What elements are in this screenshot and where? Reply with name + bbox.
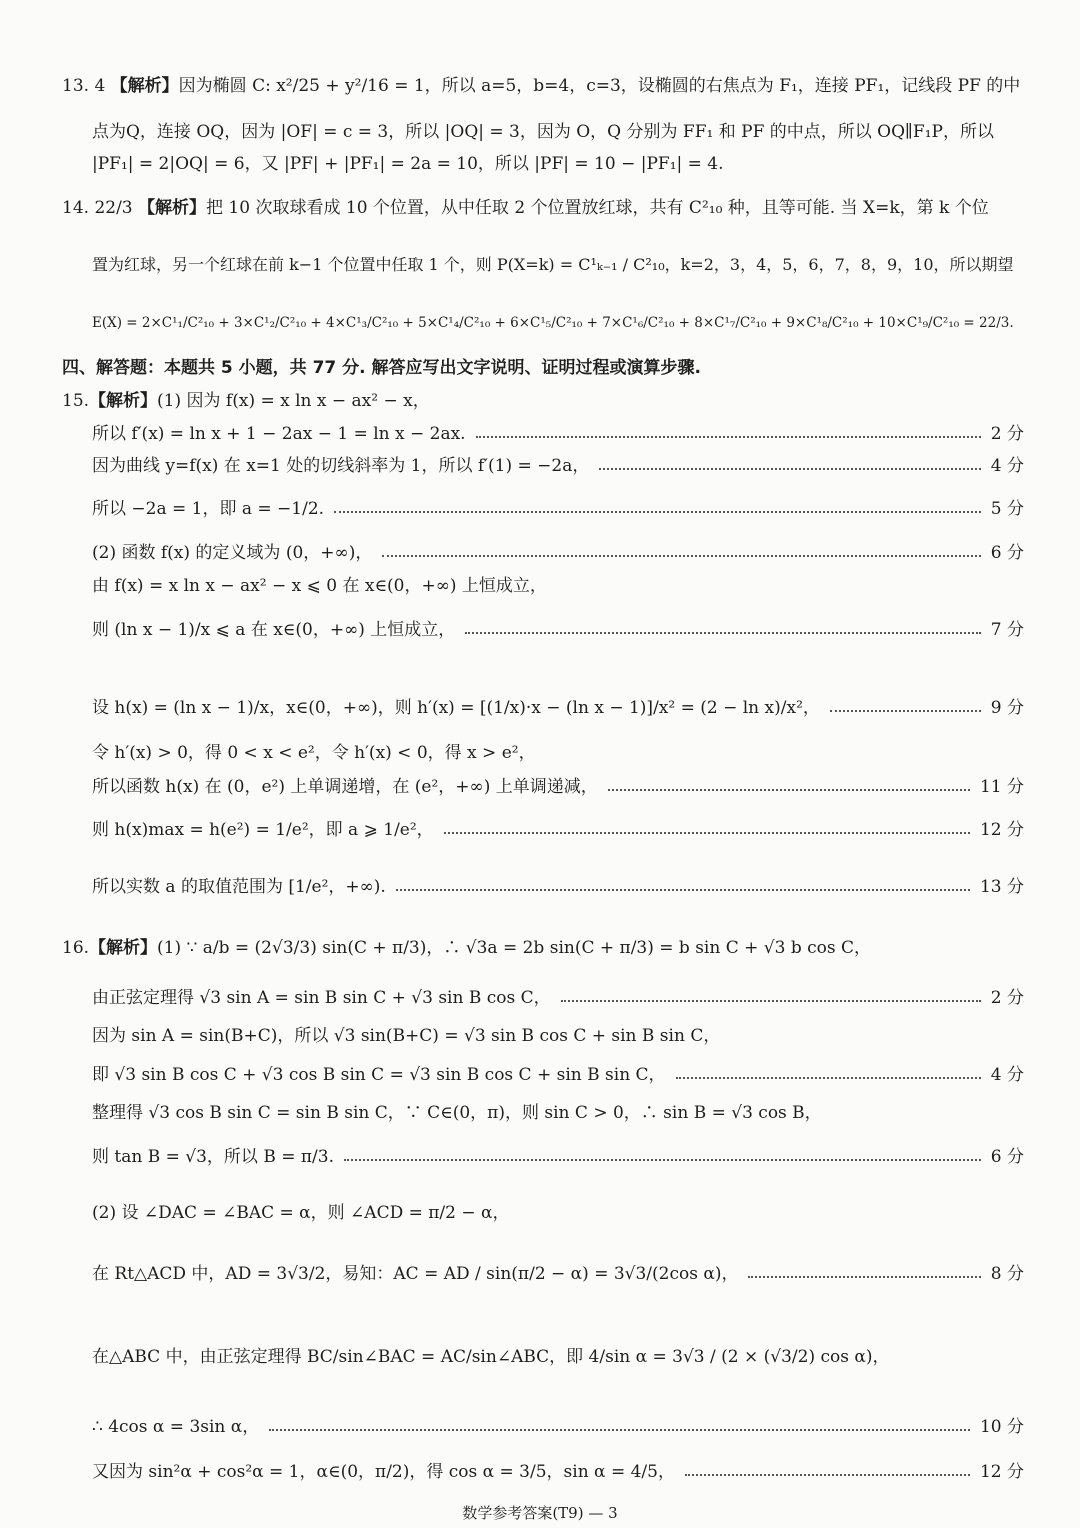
q14-number: 14. 22/3 (62, 198, 133, 218)
leader-dots (334, 511, 981, 513)
q15-step (92, 451, 1024, 481)
q16-step-text: 由正弦定理得 √3 sin A = sin B sin C + √3 sin B cos C， (92, 988, 551, 1008)
leader-dots (476, 436, 981, 438)
score-points: 4 分 (990, 456, 1024, 476)
q16-step-text: 在 Rt△ACD 中，AD = 3√3/2，易知：AC = AD / sin(π/2 − α) = 3√3/(2cos α)， (92, 1264, 739, 1284)
q15-step-text: (2) 函数 f(x) 的定义域为 (0，+∞)， (92, 543, 373, 563)
leader-dots (685, 1474, 970, 1476)
q15-number: 15. (62, 391, 90, 411)
q15-step-text: 所以 f′(x) = ln x + 1 − 2ax − 1 = ln x − 2ax. (92, 424, 466, 444)
q14-text-3: E(X) = 2×C¹₁/C²₁₀ + 3×C¹₂/C²₁₀ + 4×C¹₃/C²₁₀ + 5×C¹₄/C²₁₀ + 6×C¹₅/C²₁₀ + 7×C¹₆/C²₁₀ + 8×C¹₇/C²₁₀ + 9×C¹₈/C²₁₀ + 10×C¹₉/C²₁₀ = 22/3. (92, 315, 1014, 331)
q16-step-text: 在△ABC 中，由正弦定理得 BC/sin∠BAC = AC/sin∠ABC，即 4/sin α = 3√3 / (2 × (√3/2) cos α)， (92, 1347, 890, 1367)
section-4-heading: 四、解答题：本题共 5 小题，共 77 分. 解答应写出文字说明、证明过程或演算步骤. (62, 358, 701, 378)
score-points: 12 分 (979, 1462, 1024, 1482)
score-points: 9 分 (990, 698, 1024, 718)
score-points: 2 分 (990, 424, 1024, 444)
q16-step (92, 983, 1024, 1013)
q15-analysis-tag: 【解析】 (89, 391, 158, 411)
leader-dots (748, 1276, 980, 1278)
q16-step-text: 整理得 √3 cos B sin C = sin B sin C，∵ C∈(0，π)，则 sin C > 0，∴ sin B = √3 cos B， (92, 1103, 822, 1123)
leader-dots (444, 832, 970, 834)
leader-dots (382, 555, 980, 557)
q16-step-text: ∴ 4cos α = 3sin α， (92, 1417, 260, 1437)
q16-step (92, 1457, 1024, 1487)
score-points: 12 分 (979, 820, 1024, 840)
page-footer: 数学参考答案(T9) — 3 (462, 1504, 618, 1522)
q15-step-text: 因为曲线 y=f(x) 在 x=1 处的切线斜率为 1，所以 f′(1) = −2a， (92, 456, 590, 476)
score-points: 8 分 (990, 1264, 1024, 1284)
leader-dots (344, 1159, 981, 1161)
q15-step (92, 693, 1024, 723)
q15-step (92, 419, 1024, 449)
q16-step (92, 1060, 1024, 1090)
q16-step-text: 因为 sin A = sin(B+C)，所以 √3 sin(B+C) = √3 sin B cos C + sin B sin C， (92, 1026, 721, 1046)
leader-dots (561, 1000, 981, 1002)
q15-step-text: 所以 −2a = 1，即 a = −1/2. (92, 499, 325, 519)
q13-line-1 (62, 71, 1024, 101)
leader-dots (676, 1077, 981, 1079)
q14-line-1 (62, 193, 1024, 223)
q15-text-0: (1) 因为 f(x) = x ln x − ax² − x， (157, 391, 430, 411)
q16-analysis-tag: 【解析】 (89, 938, 158, 958)
score-points: 6 分 (990, 1147, 1024, 1167)
leader-dots (599, 468, 980, 470)
leader-dots (269, 1429, 970, 1431)
score-points: 6 分 (990, 543, 1024, 563)
leader-dots (396, 889, 970, 891)
q16-step-text: 即 √3 sin B cos C + √3 cos B sin C = √3 sin B cos C + sin B sin C， (92, 1065, 666, 1085)
q15-step (92, 815, 1024, 845)
q15-step (92, 494, 1024, 524)
score-points: 10 分 (979, 1417, 1024, 1437)
q16-step (92, 1142, 1024, 1172)
q15-step-text: 所以实数 a 的取值范围为 [1/e²，+∞). (92, 877, 386, 897)
q13-text-1: 因为椭圆 C: x²/25 + y²/16 = 1，所以 a=5，b=4，c=3，设椭圆的右焦点为 F₁，连接 PF₁，记线段 PF 的中 (178, 76, 1021, 96)
q15-step (92, 872, 1024, 902)
leader-dots (608, 789, 970, 791)
q15-step-text: 令 h′(x) > 0，得 0 < x < e²，令 h′(x) < 0，得 x > e²， (92, 743, 536, 763)
q16-step-text: (2) 设 ∠DAC = ∠BAC = α，则 ∠ACD = π/2 − α， (92, 1203, 510, 1223)
q13-number: 13. 4 (62, 76, 106, 96)
score-points: 4 分 (990, 1065, 1024, 1085)
score-points: 7 分 (990, 620, 1024, 640)
q16-step-text: 则 tan B = √3，所以 B = π/3. (92, 1147, 334, 1167)
q16-step-text: 又因为 sin²α + cos²α = 1，α∈(0，π/2)，得 cos α = 3/5，sin α = 4/5， (92, 1462, 675, 1482)
score-points: 2 分 (990, 988, 1024, 1008)
q15-line-0 (62, 386, 1024, 416)
leader-dots (465, 632, 980, 634)
q16-step (92, 1259, 1024, 1289)
q13-analysis-tag: 【解析】 (110, 76, 179, 96)
q15-step-text: 设 h(x) = (ln x − 1)/x，x∈(0，+∞)，则 h′(x) = [(1/x)·x − (ln x − 1)]/x² = (2 − ln x)/x²， (92, 698, 820, 718)
q13-text-3: |PF₁| = 2|OQ| = 6，又 |PF| + |PF₁| = 2a = 10，所以 |PF| = 10 − |PF₁| = 4. (92, 154, 724, 174)
q14-text-1: 把 10 次取球看成 10 个位置，从中任取 2 个位置放红球，共有 C²₁₀ 种，且等可能. 当 X=k，第 k 个位 (206, 198, 989, 218)
q15-step-text: 则 h(x)max = h(e²) = 1/e²，即 a ⩾ 1/e²， (92, 820, 434, 840)
q15-step (92, 772, 1024, 802)
q13-text-2: 点为Q，连接 OQ，因为 |OF| = c = 3，所以 |OQ| = 3，因为 O，Q 分别为 FF₁ 和 PF 的中点，所以 OQ∥F₁P，所以 (92, 122, 994, 142)
q15-step-text: 由 f(x) = x ln x − ax² − x ⩽ 0 在 x∈(0，+∞) 上恒成立， (92, 576, 547, 596)
q16-line-0 (62, 933, 1024, 963)
q15-step-text: 所以函数 h(x) 在 (0，e²) 上单调递增，在 (e²，+∞) 上单调递减， (92, 777, 598, 797)
q15-step (92, 615, 1024, 645)
q15-step (92, 538, 1024, 568)
q16-text-0: (1) ∵ a/b = (2√3/3) sin(C + π/3)，∴ √3a = 2b sin(C + π/3) = b sin C + √3 b cos C， (157, 938, 872, 958)
score-points: 11 分 (979, 777, 1024, 797)
q16-step (92, 1412, 1024, 1442)
q16-number: 16. (62, 938, 90, 958)
score-points: 5 分 (990, 499, 1024, 519)
leader-dots (830, 710, 981, 712)
q14-analysis-tag: 【解析】 (138, 198, 207, 218)
q15-step-text: 则 (ln x − 1)/x ⩽ a 在 x∈(0，+∞) 上恒成立， (92, 620, 456, 640)
q14-text-2: 置为红球，另一个红球在前 k−1 个位置中任取 1 个，则 P(X=k) = C¹ₖ₋₁ / C²₁₀，k=2，3，4，5，6，7，8，9，10，所以期望 (92, 255, 1014, 274)
score-points: 13 分 (979, 877, 1024, 897)
